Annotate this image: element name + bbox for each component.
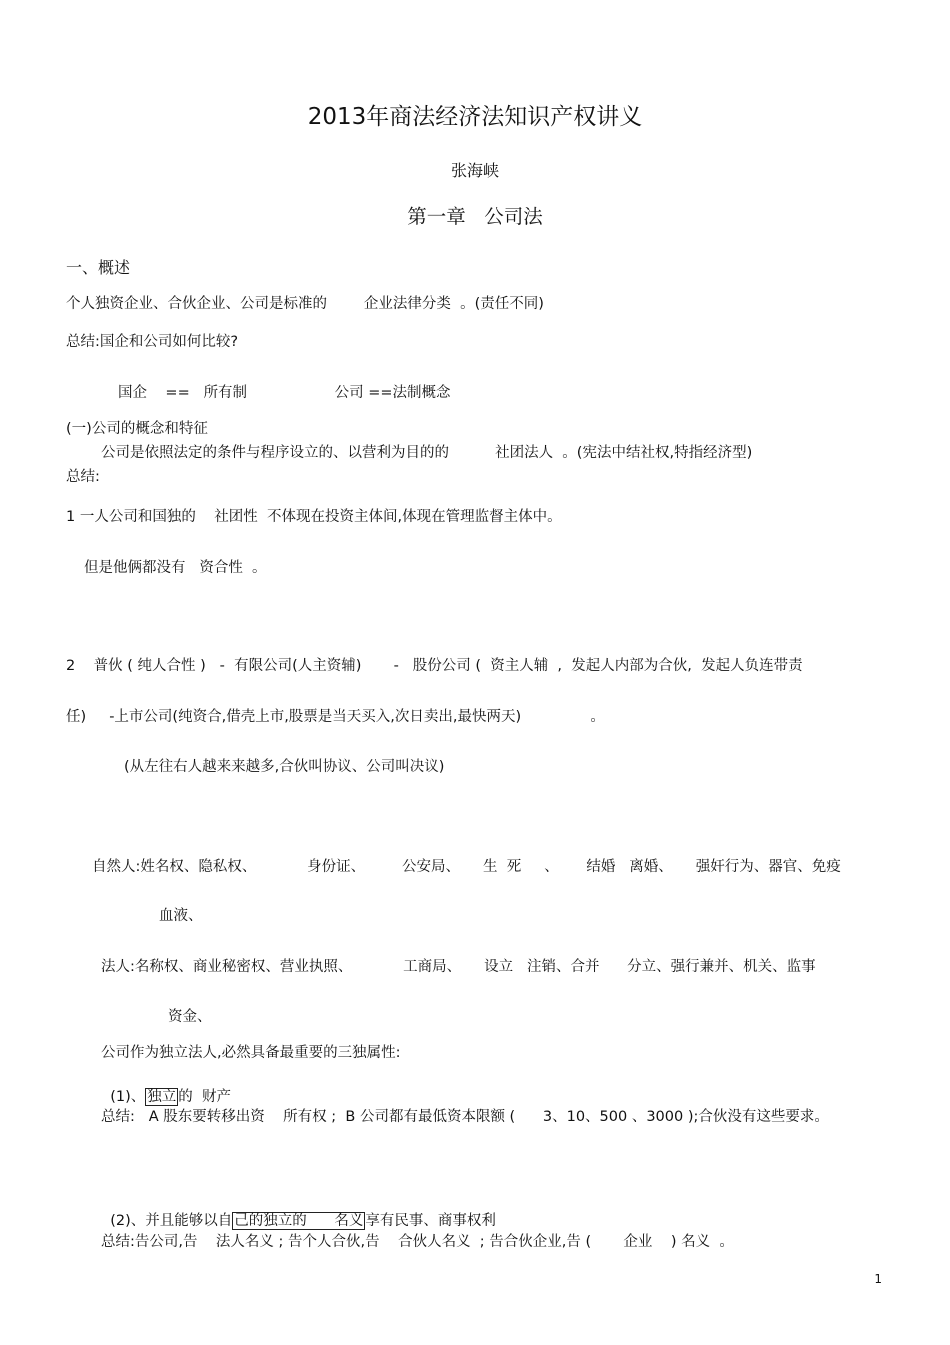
text-line: 公司作为独立法人,必然具备最重要的三独属性: xyxy=(101,1045,401,1061)
text-segment: 的 财产 xyxy=(178,1089,231,1105)
text-line: 个人独资企业、合伙企业、公司是标准的 企业法律分类 。(责任不同) xyxy=(66,296,544,312)
page-number: 1 xyxy=(874,1272,882,1286)
text-line: 资金、 xyxy=(168,1009,212,1025)
text-line: 任) -上市公司(纯资合,借壳上市,股票是当天买入,次日卖出,最快两天) 。 xyxy=(66,709,605,725)
text-line: (从左往右人越来来越多,合伙叫协议、公司叫决议) xyxy=(124,759,445,775)
section-heading: 一、概述 xyxy=(66,258,131,277)
document-title: 2013年商法经济法知识产权讲义 xyxy=(307,104,643,130)
text-line xyxy=(101,1191,496,1231)
text-line: 公司是依照法定的条件与程序设立的、以营利为目的的 社团法人 。(宪法中结社权,特指经济型) xyxy=(101,445,753,461)
text-segment: (2)、并且能够以自 xyxy=(110,1213,233,1229)
text-line: 总结: A 股东要转移出资 所有权 ; B 公司都有最低资本限额 ( 3、10、500 、3000 );合伙没有这些要求。 xyxy=(101,1109,829,1125)
document-author: 张海峡 xyxy=(450,161,499,180)
text-line xyxy=(101,1067,231,1107)
text-segment: (1)、 xyxy=(110,1089,146,1105)
text-line: 法人:名称权、商业秘密权、营业执照、 工商局、 设立 注销、合并 分立、强行兼并、机关、监事 xyxy=(101,959,816,975)
text-line: 总结:告公司,告 法人名义 ; 告个人合伙,告 合伙人名义 ; 告合伙企业,告 ( 企业 ) 名义 。 xyxy=(101,1234,734,1250)
text-line: 国企 == 所有制 公司 ==法制概念 xyxy=(118,385,451,401)
chapter-heading: 第一章 公司法 xyxy=(407,205,543,228)
text-line: (一)公司的概念和特征 xyxy=(66,421,208,437)
boxed-text: 独立 xyxy=(147,1089,177,1105)
text-segment: 享有民事、商事权利 xyxy=(365,1213,496,1229)
text-line: 但是他俩都没有 资合性 。 xyxy=(84,560,267,576)
text-line: 总结:国企和公司如何比较? xyxy=(66,334,239,350)
text-line: 血液、 xyxy=(159,908,203,924)
text-line: 自然人:姓名权、隐私权、 身份证、 公安局、 生 死 、 结婚 离婚、 强奸行为、器官、免疫 xyxy=(92,859,841,875)
text-line: 2 普伙 ( 纯人合性 ) - 有限公司(人主资辅) - 股份公司 ( 资主人辅 , 发起人内部为合伙, 发起人负连带责 xyxy=(66,658,803,674)
text-line: 总结: xyxy=(66,469,100,485)
text-line: 1 一人公司和国独的 社团性 不体现在投资主体间,体现在管理监督主体中。 xyxy=(66,509,562,525)
boxed-text: 己的独立的 名义 xyxy=(234,1213,364,1229)
